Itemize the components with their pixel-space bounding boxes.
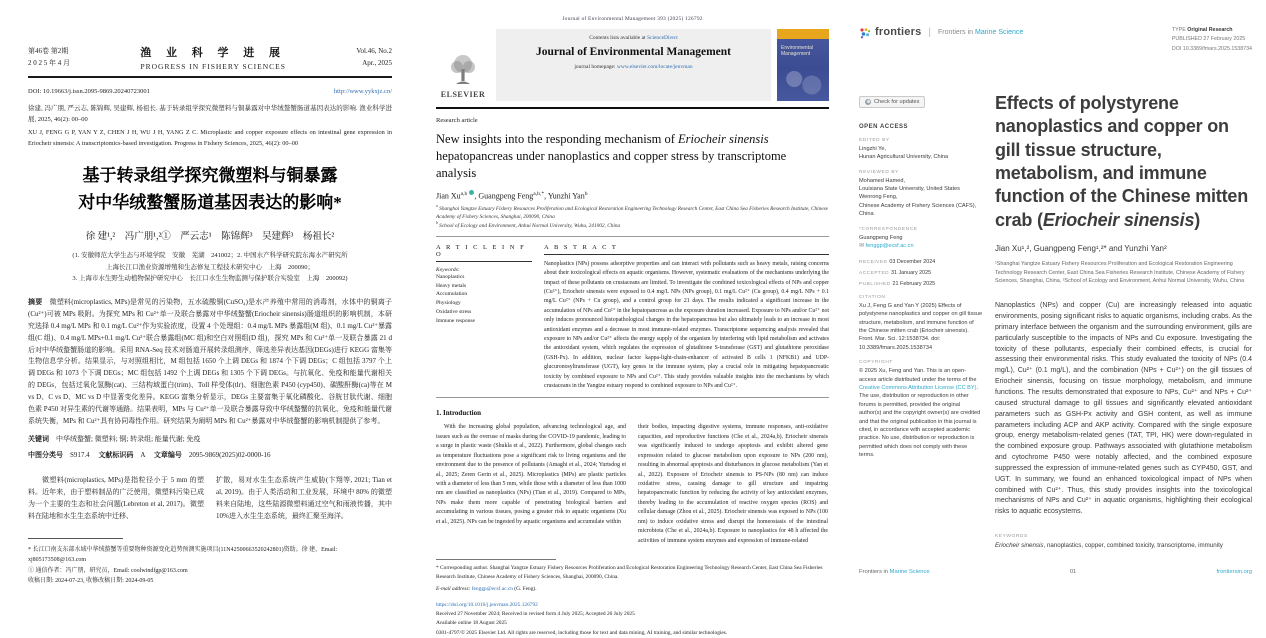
- banner-divider: [436, 107, 829, 109]
- published-line: [1172, 35, 1252, 44]
- correspondence-block: [859, 227, 983, 251]
- journal-name: Journal of Environmental Management: [536, 46, 731, 58]
- check-for-updates-label: Check for updates: [874, 98, 920, 105]
- homepage-pre-text: journal homepage:: [574, 64, 617, 70]
- elsevier-logo: [436, 29, 490, 101]
- journal-title-en: PROGRESS IN FISHERY SCIENCES: [140, 62, 286, 71]
- footnotes: [28, 545, 392, 587]
- reviewed-by-block: [859, 170, 983, 219]
- author-3: , Yunzhi Yan: [544, 191, 585, 201]
- article-title-line2: 对中华绒螯蟹肠道基因表达的影响*: [78, 192, 342, 212]
- clc-label: 中图分类号: [28, 450, 63, 459]
- editor-affiliation: Hunan Agricultural University, China: [859, 154, 949, 161]
- author-1: Jian Xu: [436, 191, 461, 201]
- title-text-pre: New insights into the responding mechanism of: [436, 132, 678, 146]
- keywords-label: Keywords:: [436, 266, 460, 273]
- affiliation-a: [436, 205, 829, 221]
- journal-name[interactable]: [938, 29, 1023, 36]
- section-divider-top: [436, 236, 829, 237]
- doi-label: DOI: [1171, 45, 1183, 52]
- email-note: [436, 585, 829, 594]
- abstract-paragraph: [28, 297, 392, 428]
- copyright-line: 0301-4797/© 2025 Elsevier Ltd. All rights are reserved, including those for text and data mining, AI training, and similar technologies.: [436, 629, 728, 636]
- article-info-heading: A R T I C L E I N F O: [436, 244, 532, 262]
- affiliations: [436, 205, 829, 230]
- affiliations: [28, 250, 392, 285]
- affiliation-line2: 上海长江口渔业资源增殖和生态修复工程技术研究中心 上海 200090；: [106, 263, 314, 271]
- introduction-column-right: their bodies, impacting digestive systems, immune responses, anti-oxidative capacities, and reproductive functions (Che et al., 2024a,b). Eriocheir sinensis was significantly induced to undergo apoptosis and exhibit altered gene expression related to glucose metabolism upon exposure to NPs (200 nm), resulting in abnormal apoptosis and disturbances in glucose metabolism (Yan et al., 2022). Exposure of Eriocheir sinensis to PS-NPs (80 nm) can induce oxidative stress, causing damage to gill structure and impairing hepatopancreatic function by reducing the activity of key antioxidant enzymes, thereby leading to the accumulation of reactive oxygen species (ROS) and cellular damage (Zhou et al., 2025). Eriocheir sinensis was exposed to NPs (100 nm) to induce oxidative stress and disrupt the homeostasis of the intestinal microbiota (Che et al., 2024a,b). Exposure to nanoplastics for 48 h affected the activities of immune system enzymes and expression of immune-related: [638, 424, 828, 544]
- article-meta-footer: [436, 601, 829, 638]
- citation-label: CITATION: [859, 294, 886, 300]
- author-3-affil-sup: b: [584, 190, 588, 197]
- content-columns: [859, 92, 1252, 549]
- cover-title: Environmental Management: [781, 45, 813, 58]
- published-2-label: PUBLISHED: [859, 281, 893, 287]
- body-column-left: 微塑料(microplastics, MPs)是指粒径小于 5 mm 的塑料。近年来，由于塑料制品的广泛使用，微塑料污染已成为一个主要的生态和社会问题(Lebreton et al, 2017)。微塑料在陆地和水生生态系统中迁移、: [28, 475, 204, 520]
- section-divider-bottom: [436, 397, 829, 398]
- correspondence-name: Guangpeng Feng: [859, 234, 903, 241]
- date-cn: 2 0 2 5 年 4 月: [28, 58, 70, 67]
- available-online: Available online 18 August 2025: [436, 620, 507, 627]
- corresponding-author-footnote: ① 通信作者：冯广朋，研究员，Email: coolwindfgp@163.com: [28, 567, 188, 574]
- affiliation-b: [436, 222, 829, 230]
- check-for-updates-button[interactable]: [859, 96, 925, 108]
- homepage-line: [500, 64, 767, 70]
- email-suffix: (G. Feng).: [512, 586, 537, 593]
- article-title-cn: [28, 162, 392, 216]
- footnote-divider: [28, 538, 123, 539]
- article-meta-block: [1172, 26, 1252, 54]
- doi-link[interactable]: https://doi.org/10.1016/j.jenvman.2025.126792: [436, 601, 538, 608]
- info-abstract-section: [436, 244, 829, 391]
- editor-name: Lingzhi Ye,: [859, 145, 887, 152]
- classification-row: [28, 450, 392, 460]
- keyword-item: Nanoplastics: [436, 273, 465, 280]
- author-1-affil-sup: a,b: [460, 190, 468, 197]
- keywords-label: KEYWORDS: [995, 534, 1028, 540]
- journal-title-cn: 渔 业 科 学 进 展: [140, 47, 287, 59]
- reviewer-1-name: Mohamed Hamed,: [859, 177, 906, 184]
- affiliations: ¹Shanghai Yangtze Estuary Fishery Resources Proliferation and Ecological Restoration Engineering Technology Research Center, East China Sea Fisheries Research Institute, Chinese Academy of Fishery Sciences, Shanghai, China, ²School of Ecology and Environment, Anhui Normal University, Wuhu, China: [995, 261, 1245, 284]
- frontiers-wordmark[interactable]: frontiers: [875, 26, 922, 38]
- received-value: 03 December 2024: [889, 258, 936, 265]
- author-2-affil-sup: a,b,*: [533, 190, 545, 197]
- body-columns: [28, 474, 392, 522]
- volume-en: Vol.46, No.2: [356, 46, 392, 55]
- contents-line: [500, 35, 767, 41]
- footer-journal-pre: Frontiers in: [859, 569, 890, 575]
- brand-divider: |: [928, 26, 932, 38]
- header-divider: [28, 76, 392, 78]
- doc-code-value: A: [140, 450, 146, 459]
- footer-journal-link[interactable]: Marine Science: [889, 569, 930, 575]
- reviewer-2-affiliation: Chinese Academy of Fishery Sciences (CAFS), China: [859, 202, 977, 218]
- correspondence-email-link[interactable]: fenggp@ecsf.ac.cn: [865, 242, 914, 249]
- introduction-column-left: With the increasing global population, advancing technological age, and issues such as the overuse of masks during the COVID-19 pandemic, leading to a surge in plastic waste (Shukla et al., 2022). Furthermore, global changes such as temperature fluctuations pose a significant risk to living organisms and the environment due to the presence of pollutants (Amaghi et al., 2024; Yurtsdog et al., 2025; Zeren Gerin et al., 2025). Microplastics (MPs) are plastic particles with a diameter of less than 5 mm, while those with a diameter of less than 1000 nm are classified as nanoplastics (NPs) (Tian et al., 2019). Compared to MPs, NPs make them more capable of penetrating biological barriers and accumulating in various tissues, posing a greater risk to aquatic organisms (Xu et al., 2025). NPs can be ingested by aquatic organisms and accumulate within: [436, 424, 626, 525]
- affiliation-a-text: Shanghai Yangtze Estuary Fishery Resources Proliferation and Ecological Restoration Engineering Technology Research Center, East China Sea Fisheries Research Institute, Chinese Academy of Fishery Sciences, Shanghai, 200090, China: [436, 206, 829, 221]
- keyword-item: Heavy metals: [436, 282, 467, 289]
- left-paper-page: [0, 0, 420, 619]
- abstract-heading: A B S T R A C T: [544, 244, 829, 255]
- contents-pre-text: Contents lists available at: [589, 35, 647, 41]
- reviewer-2-name: Wenrong Feng,: [859, 194, 898, 201]
- copyright-label: COPYRIGHT: [859, 360, 893, 366]
- doc-code-label: 文献标识码: [98, 450, 134, 459]
- abstract-text: Nanoplastics (NPs) possess adsorptive properties and can interact with pollutants such as heavy metals, raising concerns about their toxicological effects on aquatic organisms. However, systematic evaluations of the mechanisms underlying the impact of these pollutants on crustaceans are limited. To investigate the combined toxicological effects of NPs and copper (Cu²⁺), Eriocheir sinensis were exposed to 0.4 mg/L NPs (NPs group), 0.1 mg/L Cu²⁺ (Cu group), 0.4 mg/L NPs + 0.1 mg/L Cu²⁺ (NPs + Cu group), and a control group for 21 days. The results indicated a significant increase in the accumulation of NPs and Cu²⁺ in the hepatopancreas as the exposure duration increased. Exposure to NPs and/or Cu²⁺ not only induces pronounced histopathological changes in the hepatopancreas but also ultimately leads to an increase in most antioxidant enzymes and a decrease in most immune-related enzymes. Transcriptome sequencing analysis revealed that exposure to NPs and/or Cu²⁺ affects the energy supply of the organism by interfering with lipid metabolism and activates the antioxidant system, which regulates the expression of glutathione S-transferase (GST) and glutathione peroxidase (GSH-Px). In addition, nuclear factor kappa-light-chain-enhancer of activated B cells 1 (NFKB1) and UDP-glucuronosyltransferase (UGT), key genes in the immune system, play a crucial role in mitigating hepatopancreatic toxicity by combined exposure to NPs and Cu²⁺. This study provides valuable insights into the mechanisms by which crustaceans in the Yangtze estuary respond to combined exposure to NPs and Cu²⁺.: [544, 260, 829, 389]
- elsevier-tree-logo-icon: [448, 53, 478, 89]
- keywords-species-italic: Eriocheir sinensis: [995, 542, 1044, 550]
- article-type: Research article: [436, 117, 478, 124]
- frontiers-header: [859, 26, 1252, 54]
- abstract-text: 微塑料(microplastics, MPs)是常见的污染物，五水硫酸铜(CuSO₄)是水产养殖中常用的消毒剂，水体中的铜离子(Cu²⁺)可被 MPs 吸附。为探究 MPs 和 Cu²⁺单一及联合暴露对中华绒螯蟹(Eriocheir sinensis)肠道组织的影响机制，本研究选择 0.4 mg/L MPs 和 0.1 mg/L Cu²⁺作为实验浓度，设置 4 个处理组：0.4 mg/L MPs 暴露组(M 组)、0.1 mg/L Cu²⁺暴露组(C 组)、0.4 mg/L MPs+0.1 mg/L Cu²⁺联合暴露组(MC 组)和空白对照组(D 组)，探究 MPs 和 Cu²⁺单一及联合暴露 21 d 后对中华绒螯蟹肠道的影响。采用 RNA-Seq 技术对肠道开展转录组测序，筛选差异表达基因(DEGs)进行 KEGG 富集等生物信息学分析。结果显示，与对照组相比，M 组包括 1650 个上调 DEGs 和 1874 个下调 DEGs；C 组包括 3797 个上调 DEGs 和 1073 个下调 DEGs；MC 组包括 1492 个上调 DEGs 和 1305 个下调 DEGs。与抗氧化、免疫和能量代谢相关的 DEGs，包括过氧化氢酶(cat)、三结构域蛋白(trim)、Toll 样受体(tlr)、细胞色素 P450 (cyp450)、碳酸酐酶(ca)等在 M vs D、C vs D、MC vs D 中显著变化差异。KEGG 富集分析显示，DEGs 主要富集于氧化磷酸化、谷胱甘肽代谢、细胞色素 P450 对异生素的代谢等通路。结果表明，MPs 与 Cu²⁺单一及联合暴露导致中华绒螯蟹的抗氧化、免疫和能量代谢系统失衡，MPs 和 Cu²⁺具有协同毒性作用。研究结果为阐明 MPs 和 Cu²⁺暴露对中华绒螯蟹的影响机制提供了参考。: [28, 298, 393, 425]
- accepted-label: ACCEPTED: [859, 270, 891, 276]
- volume-issue-block: [28, 46, 70, 70]
- frontiers-logo-icon: [859, 26, 871, 38]
- received-label: RECEIVED: [859, 259, 890, 265]
- published-label: PUBLISHED: [1171, 36, 1204, 43]
- dates-block: [859, 259, 983, 287]
- frontiers-brand: [859, 26, 1023, 38]
- affiliation-b-text: School of Ecology and Environment, Anhui Normal University, Wuhu, 241002, China: [437, 222, 621, 229]
- author-2: , Guangpeng Feng: [474, 191, 534, 201]
- cc-by-license-link[interactable]: Creative Commons Attribution License (CC BY): [859, 385, 977, 392]
- citation-text: Xu J, Feng G and Yan Y (2025) Effects of polystyrene nanoplastics and copper on gill tissue structure, metabolism, and immune function of the Chinese mitten crab (Eriocheir sinensis). Front. Mar. Sci. 12:1538734. doi: 10.3389/fmars.2025.1538734: [859, 302, 983, 351]
- page-footer: [859, 569, 1252, 575]
- journal-name-link[interactable]: Marine Science: [975, 28, 1024, 36]
- affiliation-a-sup: a: [436, 204, 438, 209]
- doi-value[interactable]: 10.3389/fmars.2025.1538734: [1182, 45, 1252, 52]
- volume-issue-en-block: [356, 46, 392, 70]
- article-info-column: [436, 244, 532, 391]
- journal-url-link[interactable]: http://www.yykxjz.cn/: [333, 88, 392, 95]
- doi-line: [1172, 45, 1252, 54]
- funding-footnote: * 长江口南支东部水域中华绒螯蟹等重要物种资源变化趋势预测实施项目(11N42500663520242801)资助。徐 建，Email: xj805173508@163.com: [28, 546, 338, 564]
- doi-text: DOI: 10.19663/j.issn.2095-9869.20240723001: [28, 88, 150, 95]
- copyright-text: [859, 367, 983, 459]
- copyright-pre: © 2025 Xu, Feng and Yan. This is an open-access article distributed under the terms of the: [859, 368, 977, 383]
- journal-banner: [436, 29, 829, 101]
- abstract-text: Nanoplastics (NPs) and copper (Cu) are increasingly released into aquatic environments, posing significant risks to aquatic organisms, including crabs. As the primary interface between the organism and the surrounding environment, gills are particularly susceptible to the impacts of NPs and Cu exposure. Investigating the toxicity of these pollutants, especially their combined effects, is crucial for assessing their environmental risks. This study evaluated the toxicity of NPs (0.4 mg/L), Cu²⁺ (0.1 mg/L), and the combination (NPs + Cu²⁺) on the gill tissues of Eriocheir sinensis, focusing on tissue morphology, metabolism, and immune functions. The results demonstrated that exposure to NPs, Cu²⁺ and NPs + Cu²⁺ caused structural damage to gill tissues and significantly elevated antioxidant parameters such as GSH-Px activity and GSH content, as well as immune parameters including ACP and AKP activity. Compared with the single exposure group, energy metabolism-related genes (TAT, TPI, HK) were down-regulated in the combined exposure group. Pathways associated with glutathione metabolism and cytochrome P450 were notably affected, and the combined exposure suppressed the expression of immune-related genes such as CYP450, GST, and UGT. In summary, we found an enhanced toxicological impact of NPs when combined with Cu²⁺. Thus, this study provides insights into the toxicological mechanisms of NPs and Cu²⁺ in aquatic organisms, highlighting their ecological risks to aquatic ecosystems.: [995, 302, 1252, 516]
- sciencedirect-link[interactable]: ScienceDirect: [646, 35, 678, 41]
- authors-line: [436, 190, 829, 201]
- keywords-rest: , nanoplastics, copper, combined toxicity, transcriptome, immunity: [1043, 542, 1223, 550]
- type-label: TYPE: [1171, 27, 1188, 33]
- authors-line: Jian Xu¹,², Guangpeng Feng¹,²* and Yunzhi Yan²: [995, 244, 1167, 254]
- keywords-row: [28, 434, 392, 444]
- article-no-value: 2095-9869(2025)02-0000-16: [188, 450, 271, 459]
- body-column-right: 扩散，易对水生生态系统产生威胁(卞翔等, 2021; Tian et al, 2019)。由于人类活动和工业发展，环境中 80% 的微塑料来自陆地，这些陆源微塑料通过空气和雨液传播，其中 10%进入水生生态系统，最终汇聚至海洋。: [216, 475, 392, 520]
- edited-by-block: [859, 138, 983, 162]
- reviewed-by-label: REVIEWED BY: [859, 169, 899, 175]
- footnote-divider: [436, 559, 556, 560]
- introduction-heading: 1. Introduction: [436, 409, 481, 418]
- affiliation-line3: 3. 上海市水生野生动植物保护研究中心 长江口水生生物监测与保护联合实验室 上海 200092): [72, 275, 348, 283]
- keywords-line: [995, 542, 1252, 549]
- published-line-2: [859, 281, 983, 287]
- title-species-italic: Eriocheir sinensis: [677, 132, 769, 146]
- accepted-value: 31 January 2025: [890, 269, 932, 276]
- type-value: Original Research: [1187, 27, 1233, 33]
- published-value: 27 February 2025: [1203, 36, 1246, 43]
- envelope-icon: ✉: [859, 242, 865, 249]
- citation-en: XU J, FENG G P, YAN Y Z, CHEN J H, WU J H, YANG Z C. Microplastic and copper exposure effects on intestinal gene expression in Eriocheir sinensis: A transcriptomics-based investigation. Progress in Fishery Sciences, 2025, 46(2): 00–00: [28, 129, 392, 147]
- title-species-italic: Eriocheir sinensis: [1042, 209, 1195, 230]
- corresponding-author-note: * Corresponding author. Shanghai Yangtze Estuary Fishery Resources Proliferation and Ecological Restoration Engineering Technology Research Center, East China Sea Fisheries Research Institute, Chinese Academy of Fishery Sciences, Shanghai, 200090, China.: [436, 565, 823, 580]
- keywords-label: 关键词: [28, 434, 49, 443]
- article-title-line1: 基于转录组学探究微塑料与铜暴露: [82, 165, 338, 185]
- title-text-post: hepatopancreas under nanoplastics and copper stress by transcriptome analysis: [436, 148, 787, 180]
- accepted-line: [859, 270, 983, 276]
- citation-block: [859, 295, 983, 352]
- sidebar: [859, 92, 983, 549]
- title-text-post: ): [1194, 209, 1201, 230]
- elsevier-wordmark: ELSEVIER: [440, 90, 486, 99]
- keyword-item: Accumulation: [436, 291, 468, 298]
- abstract-label: 摘要: [28, 298, 43, 306]
- footer-site-link[interactable]: frontiersin.org: [1216, 569, 1252, 575]
- cover-top-band: [777, 29, 829, 39]
- email-link[interactable]: fenggp@ecsf.ac.cn: [471, 586, 513, 593]
- journal-title-block: [140, 44, 286, 71]
- keyword-item: Immune response: [436, 317, 475, 324]
- footer-journal: [859, 569, 930, 575]
- title-text-pre: Effects of polystyrene nanoplastics and copper on gill tissue structure, metabolism, and immune function of the Chinese mitten crab (: [995, 92, 1248, 230]
- correspondence-email-row: [859, 242, 983, 251]
- journal-cover-thumbnail[interactable]: [777, 29, 829, 101]
- copyright-block: [859, 360, 983, 459]
- reviewer-1-affiliation: Louisiana State University, United States: [859, 185, 960, 192]
- frontiers-paper-page: [845, 0, 1266, 619]
- type-line: [1172, 26, 1252, 35]
- correspondence-label: *CORRESPONDENCE: [859, 226, 918, 232]
- cover-artwork: [781, 67, 825, 97]
- published-2-value: 21 February 2025: [892, 280, 936, 287]
- doi-row: [28, 88, 392, 95]
- affiliation-b-sup: b: [436, 220, 438, 225]
- authors-line: 徐 建¹,² 冯广朋¹,²① 严云志¹ 陈锦辉³ 吴建辉³ 杨祖长²: [85, 231, 335, 242]
- journal-header: [28, 44, 392, 71]
- open-access-label: OPEN ACCESS: [859, 123, 908, 130]
- volume-cn: 第46卷 第2期: [28, 46, 69, 55]
- journal-homepage-link[interactable]: www.elsevier.com/locate/jenvman: [616, 64, 693, 70]
- keywords-text: 中华绒螯蟹; 微塑料; 铜; 转录组; 能量代谢; 免疫: [56, 434, 201, 443]
- date-en: Apr., 2025: [362, 58, 392, 67]
- edited-by-label: EDITED BY: [859, 137, 890, 143]
- abstract-column: [544, 244, 829, 391]
- journal-name-pre: Frontiers in: [938, 28, 975, 36]
- keyword-item: Oxidative stress: [436, 309, 472, 316]
- article-title: [995, 92, 1252, 232]
- crossmark-icon: [865, 99, 871, 105]
- copyright-post: . The use, distribution or reproduction in other forums is permitted, provided the original author(s) and the copyright owner(s) are credited and that the original publication in this journal is cited, in accordance with accepted academic practice. No use, distribution or reproduction is permitted which does not comply with these terms.: [859, 385, 981, 459]
- received-dates: Received 27 November 2024; Received in revised form 4 July 2025; Accepted 26 July 2025: [436, 611, 635, 618]
- journal-banner-box: [496, 29, 771, 101]
- keyword-item: Physiology: [436, 300, 461, 307]
- article-title: [436, 131, 829, 182]
- footer-page-number: 01: [1069, 569, 1077, 575]
- main-column: [995, 92, 1252, 549]
- clc-value: S917.4: [70, 450, 90, 459]
- citation-cn: 徐建, 冯广朋, 严云志, 陈锦辉, 吴建辉, 杨祖长. 基于转录组学探究微塑料与铜暴露对中华绒螯蟹肠道基因表达的影响. 渔业科学进展, 2025, 46(2): 00–00: [28, 105, 392, 123]
- email-label: E-mail address:: [436, 586, 472, 593]
- running-head-citation: Journal of Environmental Management 393 (2025) 126792: [562, 16, 703, 22]
- dates-footnote: 收稿日期: 2024-07-23, 收修改稿日期: 2024-09-05: [28, 578, 154, 585]
- elsevier-paper-page: [420, 0, 845, 636]
- received-line: [859, 259, 983, 265]
- introduction-columns: [436, 423, 829, 546]
- affiliation-line1: (1. 安徽师范大学生态与环境学院 安徽 芜湖 241002；2. 中国水产科学研究院东海水产研究所: [72, 251, 348, 259]
- article-no-label: 文章编号: [153, 450, 182, 459]
